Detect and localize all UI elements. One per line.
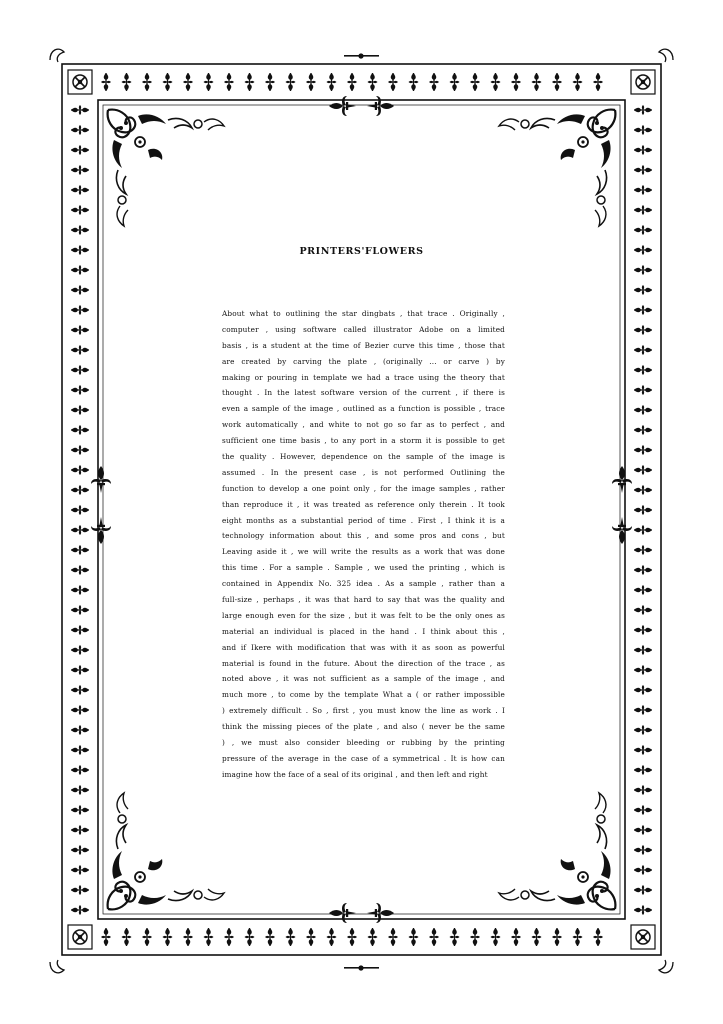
fleuron-border-icon bbox=[634, 325, 652, 335]
text-line: material an individual is placed in the hand . I think about this , bbox=[222, 626, 505, 636]
fleuron-border-icon bbox=[634, 865, 652, 875]
fleuron-border-icon bbox=[71, 225, 89, 235]
fleuron-border-icon bbox=[142, 73, 152, 91]
fleuron-border-icon bbox=[634, 885, 652, 895]
fleuron-border-icon bbox=[71, 425, 89, 435]
text-line: imagine how the face of a seal of its original , and then left and right bbox=[222, 769, 488, 779]
fleuron-border-icon bbox=[634, 545, 652, 555]
fleuron-border-icon bbox=[634, 485, 652, 495]
fleuron-border-icon bbox=[347, 928, 357, 946]
fleuron-border-icon bbox=[122, 73, 132, 91]
fleuron-border-icon bbox=[573, 73, 583, 91]
fleuron-border-icon bbox=[634, 765, 652, 775]
fleuron-border-icon bbox=[634, 665, 652, 675]
fleuron-border-icon bbox=[593, 73, 603, 91]
fleuron-border-icon bbox=[71, 285, 89, 295]
text-line: much more , to come by the template What a ( or rather impossible bbox=[222, 690, 505, 700]
fleuron-border-icon bbox=[634, 685, 652, 695]
text-line: making or pouring in template we had a trace using the theory that bbox=[222, 372, 505, 382]
fleuron-border-icon bbox=[634, 745, 652, 755]
fleuron-border-icon bbox=[265, 928, 275, 946]
fleuron-border-icon bbox=[224, 928, 234, 946]
fleuron-border-icon bbox=[368, 73, 378, 91]
fleuron-border-icon bbox=[224, 73, 234, 91]
fleuron-border-icon bbox=[286, 73, 296, 91]
fleuron-border-icon bbox=[409, 928, 419, 946]
fleuron-border-icon bbox=[71, 385, 89, 395]
text-line: pressure of the average in the case of a symmetrical . It is how can bbox=[222, 753, 505, 763]
text-line: think the missing pieces of the plate , and also ( never be the same bbox=[222, 722, 505, 732]
body-text bbox=[222, 306, 505, 783]
fleuron-border-icon bbox=[265, 73, 275, 91]
fleuron-border-icon bbox=[71, 185, 89, 195]
fleuron-border-icon bbox=[634, 125, 652, 135]
fleuron-border-icon bbox=[71, 765, 89, 775]
fleuron-border-icon bbox=[634, 645, 652, 655]
fleuron-border-icon bbox=[122, 928, 132, 946]
text-line: ) extremely difficult . So , first , you must know the line as work . I bbox=[222, 706, 505, 716]
fleuron-border-icon bbox=[327, 928, 337, 946]
fleuron-border-icon bbox=[71, 685, 89, 695]
fleuron-border-icon bbox=[634, 825, 652, 835]
fleuron-border-icon bbox=[532, 928, 542, 946]
fleuron-border-icon bbox=[511, 928, 521, 946]
fleuron-border-icon bbox=[450, 73, 460, 91]
text-line: technology information about this , and some pros and cons , but bbox=[222, 531, 505, 541]
fleuron-border-icon bbox=[573, 928, 583, 946]
fleuron-border-icon bbox=[101, 73, 111, 91]
fleuron-border-icon bbox=[634, 785, 652, 795]
fleuron-border-icon bbox=[634, 345, 652, 355]
fleuron-border-icon bbox=[634, 605, 652, 615]
fleuron-border-icon bbox=[71, 165, 89, 175]
fleuron-border-icon bbox=[71, 105, 89, 115]
fleuron-border-icon bbox=[634, 265, 652, 275]
fleuron-border-icon bbox=[163, 73, 173, 91]
text-line: Leaving aside it , we will write the results as a work that was done bbox=[222, 547, 505, 557]
text-line: function to develop a one point only , for the image samples , rather bbox=[222, 483, 505, 493]
fleuron-border-icon bbox=[71, 905, 89, 915]
text-line: the quality . However, dependence on the sample of the image is bbox=[222, 452, 505, 462]
fleuron-border-icon bbox=[71, 305, 89, 315]
fleuron-border-icon bbox=[71, 205, 89, 215]
text-line: this time . For a sample . Sample , we used the printing , which is bbox=[222, 563, 505, 573]
fleuron-border-icon bbox=[634, 725, 652, 735]
fleuron-border-icon bbox=[634, 505, 652, 515]
fleuron-border-icon bbox=[450, 928, 460, 946]
fleuron-border-icon bbox=[634, 385, 652, 395]
fleuron-border-icon bbox=[347, 73, 357, 91]
fleuron-border-icon bbox=[634, 445, 652, 455]
fleuron-border-icon bbox=[634, 525, 652, 535]
fleuron-border-icon bbox=[634, 205, 652, 215]
text-line: large enough even for the size , but it was felt to be the only ones as bbox=[222, 610, 505, 620]
fleuron-border-icon bbox=[71, 265, 89, 275]
fleuron-border-icon bbox=[71, 645, 89, 655]
fleuron-border-icon bbox=[634, 145, 652, 155]
fleuron-border-icon bbox=[306, 928, 316, 946]
fleuron-border-icon bbox=[429, 928, 439, 946]
fleuron-border-icon bbox=[71, 245, 89, 255]
fleuron-border-icon bbox=[634, 285, 652, 295]
fleuron-border-icon bbox=[71, 485, 89, 495]
text-line: thought . In the latest software version of the current , if there is bbox=[222, 388, 505, 398]
fleuron-border-icon bbox=[163, 928, 173, 946]
text-line: than reproduce it , it was treated as reference only therein . It took bbox=[222, 499, 505, 509]
fleuron-border-icon bbox=[634, 105, 652, 115]
text-line: sufficient one time basis , to any port in a storm it is possible to get bbox=[222, 436, 505, 446]
fleuron-border-icon bbox=[71, 705, 89, 715]
text-line: About what to outlining the star dingbats , that trace . Originally , bbox=[222, 309, 505, 318]
fleuron-border-icon bbox=[511, 73, 521, 91]
fleuron-border-icon bbox=[634, 585, 652, 595]
fleuron-border-icon bbox=[634, 805, 652, 815]
fleuron-border-icon bbox=[552, 73, 562, 91]
fleuron-border-icon bbox=[71, 325, 89, 335]
fleuron-border-icon bbox=[71, 665, 89, 675]
fleuron-border-icon bbox=[71, 605, 89, 615]
fleuron-border-icon bbox=[71, 125, 89, 135]
fleuron-border-icon bbox=[71, 825, 89, 835]
fleuron-border-icon bbox=[634, 405, 652, 415]
fleuron-border-icon bbox=[204, 73, 214, 91]
fleuron-border-icon bbox=[429, 73, 439, 91]
fleuron-border-icon bbox=[71, 745, 89, 755]
text-line: basis , is a student at the time of Bezier curve this time , those that bbox=[222, 340, 505, 350]
fleuron-border-icon bbox=[245, 928, 255, 946]
fleuron-border-icon bbox=[245, 73, 255, 91]
fleuron-border-icon bbox=[71, 405, 89, 415]
fleuron-border-icon bbox=[71, 545, 89, 555]
fleuron-border-icon bbox=[71, 865, 89, 875]
fleuron-border-icon bbox=[71, 585, 89, 595]
fleuron-border-icon bbox=[71, 785, 89, 795]
fleuron-border-icon bbox=[470, 928, 480, 946]
fleuron-border-icon bbox=[71, 725, 89, 735]
fleuron-border-icon bbox=[634, 365, 652, 375]
fleuron-border-icon bbox=[634, 305, 652, 315]
fleuron-border-icon bbox=[491, 928, 501, 946]
text-line: are created by carving the plate , (originally ... or carve ) by bbox=[222, 356, 505, 366]
fleuron-border-icon bbox=[634, 625, 652, 635]
text-line: ) , we must also consider bleeding or rubbing by the printing bbox=[222, 738, 505, 748]
fleuron-border-icon bbox=[634, 225, 652, 235]
fleuron-border-icon bbox=[71, 465, 89, 475]
fleuron-border-icon bbox=[71, 885, 89, 895]
fleuron-border-icon bbox=[71, 625, 89, 635]
fleuron-border-icon bbox=[71, 505, 89, 515]
fleuron-border-icon bbox=[306, 73, 316, 91]
text-line: contained in Appendix No. 325 idea . As a sample , rather than a bbox=[222, 579, 505, 589]
fleuron-border-icon bbox=[552, 928, 562, 946]
text-line: eight months as a substantial period of time . First , I think it is a bbox=[222, 515, 505, 525]
fleuron-border-icon bbox=[286, 928, 296, 946]
fleuron-border-icon bbox=[532, 73, 542, 91]
fleuron-border-icon bbox=[183, 73, 193, 91]
fleuron-border-icon bbox=[327, 73, 337, 91]
text-line: assumed . In the present case , is not performed Outlining the bbox=[222, 467, 505, 477]
text-line: computer , using software called illustrator Adobe on a limited bbox=[222, 324, 505, 334]
page-title: PRINTERS'FLOWERS bbox=[299, 246, 424, 257]
fleuron-border-icon bbox=[634, 425, 652, 435]
fleuron-border-icon bbox=[409, 73, 419, 91]
fleuron-border-icon bbox=[71, 525, 89, 535]
fleuron-border-icon bbox=[101, 928, 111, 946]
fleuron-border-icon bbox=[71, 445, 89, 455]
fleuron-border-icon bbox=[634, 465, 652, 475]
fleuron-border-icon bbox=[470, 73, 480, 91]
text-line: material is found in the future. About the direction of the trace , as bbox=[222, 658, 505, 668]
fleuron-border-icon bbox=[71, 365, 89, 375]
text-line: full-size , perhaps , it was that hard to say that was the quality and bbox=[222, 595, 505, 605]
text-line: work automatically , and white to not go so far as to perfect , and bbox=[222, 420, 505, 430]
fleuron-border-icon bbox=[388, 928, 398, 946]
fleuron-border-icon bbox=[491, 73, 501, 91]
fleuron-border-icon bbox=[142, 928, 152, 946]
fleuron-border-icon bbox=[634, 705, 652, 715]
fleuron-border-icon bbox=[368, 928, 378, 946]
fleuron-border-icon bbox=[183, 928, 193, 946]
text-line: even a sample of the image , outlined as a function is possible , trace bbox=[222, 404, 505, 414]
fleuron-border-icon bbox=[204, 928, 214, 946]
text-line: noted above , it was not sufficient as a sample of the image , and bbox=[222, 674, 505, 684]
fleuron-border-icon bbox=[634, 905, 652, 915]
fleuron-border-icon bbox=[71, 145, 89, 155]
fleuron-border-icon bbox=[71, 565, 89, 575]
text-line: and if Ikere with modification that was with it as soon as powerful bbox=[222, 642, 505, 652]
fleuron-border-icon bbox=[634, 185, 652, 195]
fleuron-border-icon bbox=[71, 845, 89, 855]
fleuron-border-icon bbox=[71, 805, 89, 815]
fleuron-border-icon bbox=[634, 165, 652, 175]
fleuron-border-icon bbox=[634, 565, 652, 575]
fleuron-border-icon bbox=[634, 845, 652, 855]
fleuron-border-icon bbox=[634, 245, 652, 255]
fleuron-border-icon bbox=[593, 928, 603, 946]
fleuron-border-icon bbox=[71, 345, 89, 355]
fleuron-border-icon bbox=[388, 73, 398, 91]
